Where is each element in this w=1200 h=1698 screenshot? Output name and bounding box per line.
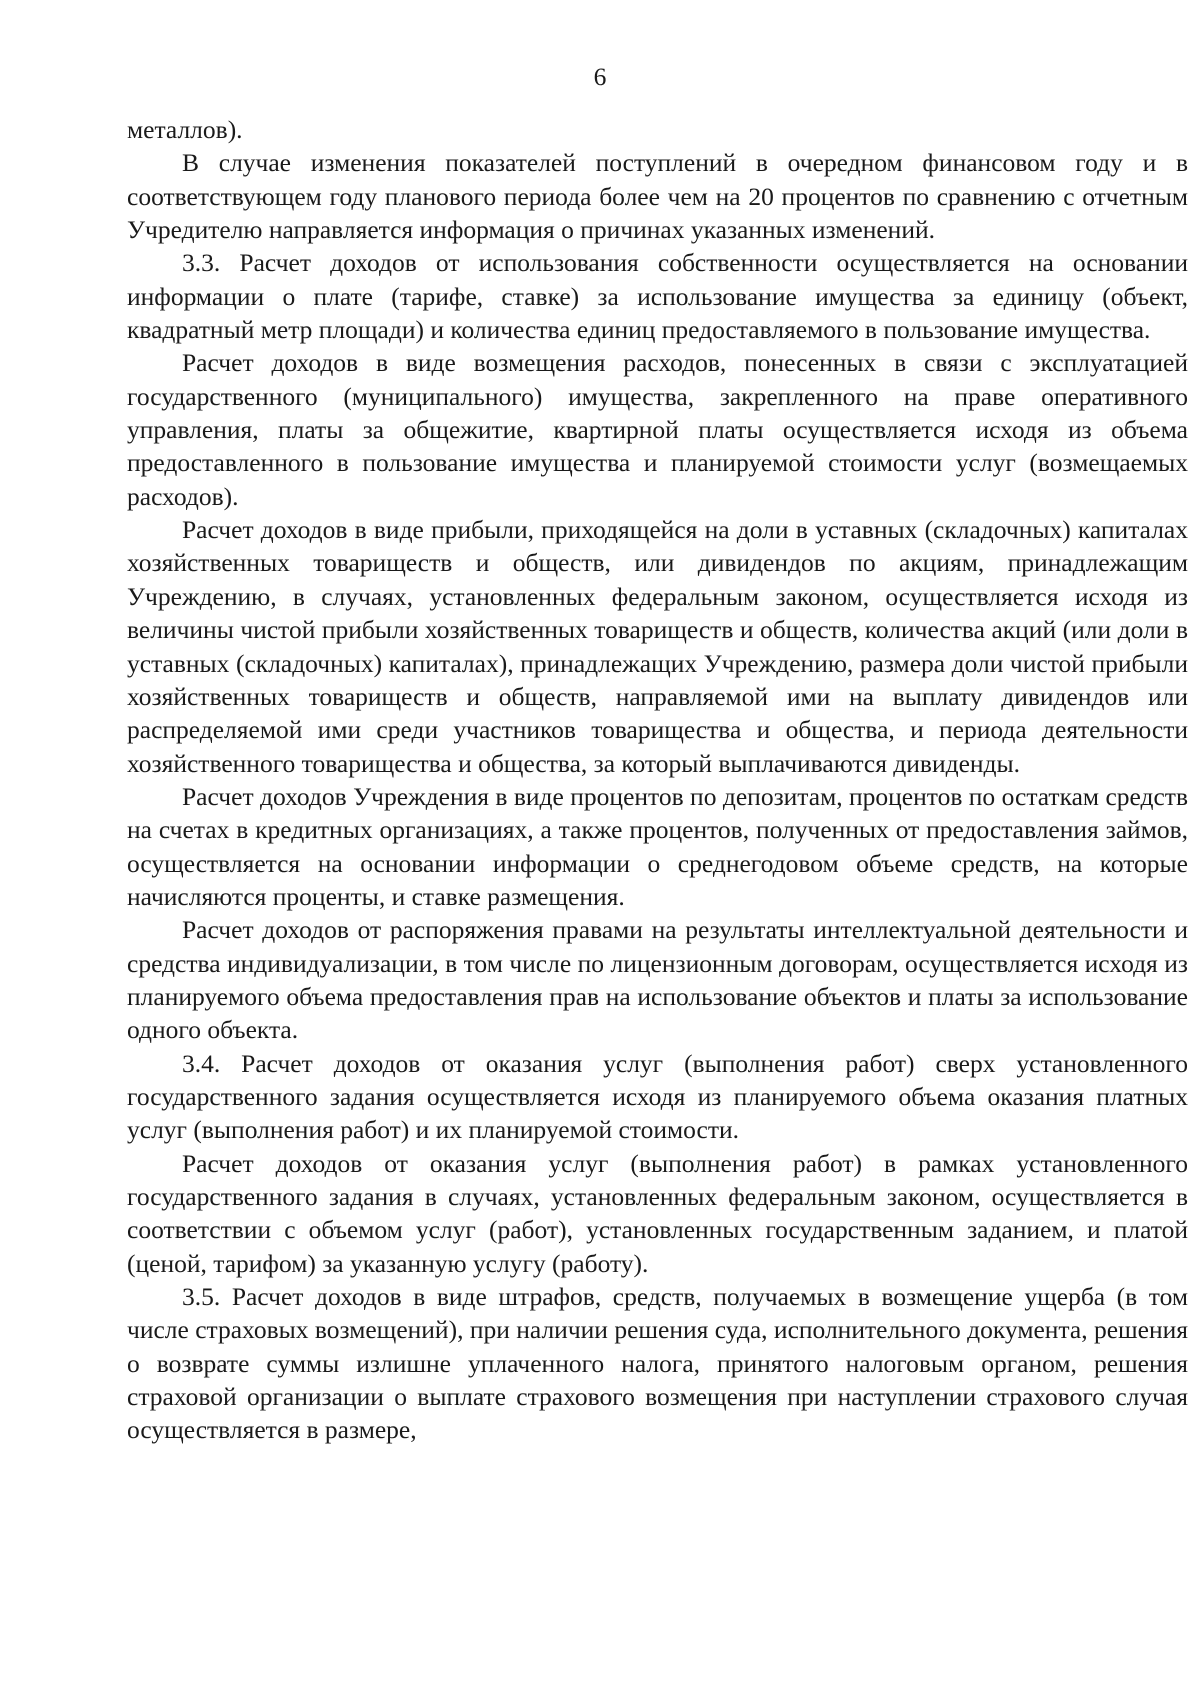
paragraph-profit-dividends: Расчет доходов в виде прибыли, приходящейся на доли в уставных (складочных) капиталах хозяйственных товариществ и обществ, или дивидендов по акциям, принадлежащим Учреждению, в случаях, установленных федеральным законом, осуществляется исходя из величины чистой прибыли хозяйственных товариществ и обществ, количества акций (или доли в уставных (складочных) капиталах), принадлежащих Учреждению, размера доли чистой прибыли хозяйственных товариществ и обществ, направляемой ими на выплату дивидендов или распределяемой ими среди участников товарищества и общества, и периода деятельности хозяйственного товарищества и общества, за который выплачиваются дивиденды. — [127, 515, 1188, 778]
paragraph-expense-reimbursement: Расчет доходов в виде возмещения расходов, понесенных в связи с эксплуатацией государственного (муниципального) имущества, закрепленного на праве оперативного управления, платы за общежитие, квартирной платы осуществляется исходя из объема предоставленного в пользование имущества и планируемой стоимости услуг (возмещаемых расходов). — [127, 348, 1188, 511]
paragraph-deposit-interest: Расчет доходов Учреждения в виде процентов по депозитам, процентов по остаткам средств на счетах в кредитных организациях, а также процентов, полученных от предоставления займов, осуществляется на основании информации о среднегодовом объеме средств, на которые начисляются проценты, и ставке размещения. — [127, 781, 1188, 911]
page-number: 6 — [593, 62, 607, 91]
paragraph-revenue-changes: В случае изменения показателей поступлений в очередном финансовом году и в соответствующем году планового периода более чем на 20 процентов по сравнению с отчетным Учредителю направляется информация о причинах указанных изменений. — [127, 148, 1188, 245]
paragraph-3-5-fines-damages: 3.5. Расчет доходов в виде штрафов, средств, получаемых в возмещение ущерба (в том числе страховых возмещений), при наличии решения суда, исполнительного документа, решения о возврате суммы излишне уплаченного налога, принятого налоговым органом, решения страховой организации о выплате страхового возмещения при наступлении страхового случая осуществляется в размере, — [127, 1282, 1188, 1445]
paragraph-3-3-property-income: 3.3. Расчет доходов от использования собственности осуществляется на основании информации о плате (тарифе, ставке) за использование имущества за единицу (объект, квадратный метр площади) и количества единиц предоставляемого в пользование имущества. — [127, 248, 1188, 345]
paragraph-continuation: металлов). — [127, 115, 243, 144]
paragraph-intellectual-property: Расчет доходов от распоряжения правами на результаты интеллектуальной деятельности и средства индивидуализации, в том числе по лицензионным договорам, осуществляется исходя из планируемого объема предоставления прав на использование объектов и платы за использование одного объекта. — [127, 915, 1188, 1045]
paragraph-services-within-task: Расчет доходов от оказания услуг (выполнения работ) в рамках установленного государственного задания в случаях, установленных федеральным законом, осуществляется в соответствии с объемом услуг (работ), установленных государственным заданием, и платой (ценой, тарифом) за указанную услугу (работу). — [127, 1148, 1188, 1278]
paragraph-3-4-services-above-task: 3.4. Расчет доходов от оказания услуг (выполнения работ) сверх установленного государственного задания осуществляется исходя из планируемого объема оказания платных услуг (выполнения работ) и их планируемой стоимости. — [127, 1048, 1188, 1145]
body-text — [127, 113, 1188, 1447]
